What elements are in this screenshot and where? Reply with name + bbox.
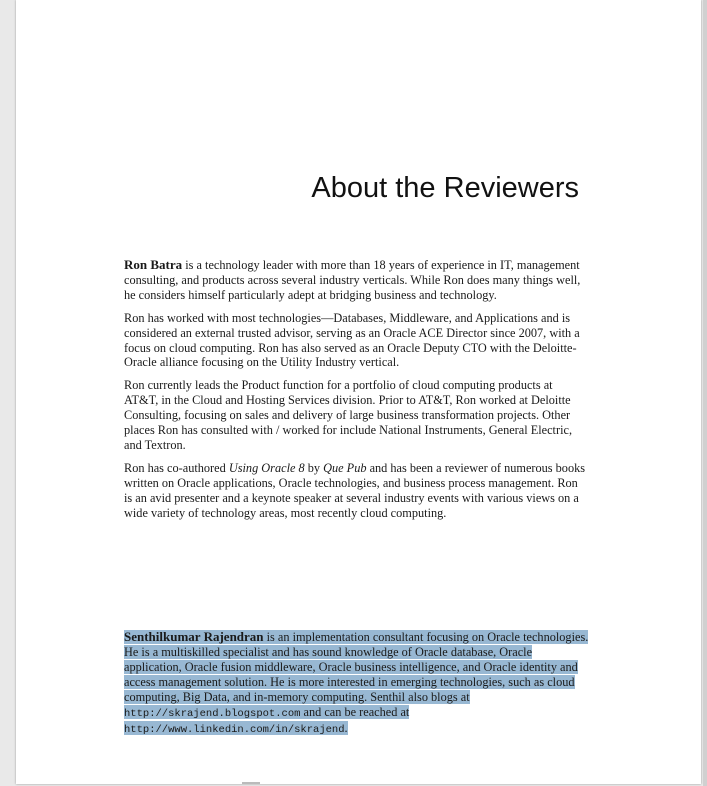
reviewer-senthilkumar-rajendran bbox=[124, 630, 589, 746]
reviewer-ron-batra bbox=[124, 258, 589, 529]
scrollbar[interactable] bbox=[703, 0, 707, 786]
ron-bio-paragraph-3: Ron currently leads the Product function for a portfolio of cloud computing products at AT&T, in the Cloud and Hosting Services division. Prior to AT&T, Ron worked at Deloitte Consulting, focusing on sales and delivery of large business transformation projects. Other places Ron has consulted with / worked for include National Instruments, General Electric, and Textron. bbox=[124, 378, 573, 452]
senthil-bio-paragraph: Senthilkumar Rajendran is an implementation consultant focusing on Oracle technologies. He is a multiskilled specialist and has sound knowledge of Oracle database, Oracle application, Oracle fusion middleware, Oracle business intelligence, and Oracle identity and access management solution. He is more interested in emerging technologies, such as cloud computing, Big Data, and in-memory computing. Senthil also blogs at http://skrajend.blogspot.com and can be reached at http://www.linkedin.com/in/skrajend. bbox=[124, 629, 589, 737]
document-page bbox=[16, 0, 701, 784]
page-bottom-mark bbox=[242, 782, 260, 784]
ron-bio-paragraph-4: Ron has co-authored Using Oracle 8 by Que Pub and has been a reviewer of numerous books written on Oracle applications, Oracle technologies, and business process management. Ron is an avid presenter and a keynote speaker at several industry events with various views on a wide variety of technology areas, most recently cloud computing. bbox=[124, 460, 586, 520]
linkedin-link[interactable]: http://www.linkedin.com/in/skrajend bbox=[124, 724, 345, 737]
ron-bio-paragraph-1: Ron Batra is a technology leader with more than 18 years of experience in IT, management consulting, and products across several industry verticals. While Ron does many things well, he considers himself particularly adept at bridging business and technology. bbox=[124, 257, 581, 302]
ron-bio-paragraph-2: Ron has worked with most technologies—Databases, Middleware, and Applications and is considered an external trusted advisor, serving as an Oracle ACE Director since 2007, with a focus on cloud computing. Ron has also served as an Oracle Deputy CTO with the Deloitte-Oracle alliance focusing on the Utility Industry vertical. bbox=[124, 310, 580, 370]
blog-link[interactable]: http://skrajend.blogspot.com bbox=[124, 707, 301, 720]
publisher-name: Que Pub bbox=[323, 460, 367, 475]
reviewer-name: Ron Batra bbox=[124, 257, 183, 272]
reviewer-name: Senthilkumar Rajendran bbox=[124, 629, 264, 644]
page-title: About the Reviewers bbox=[311, 172, 579, 204]
book-title: Using Oracle 8 bbox=[228, 460, 305, 475]
